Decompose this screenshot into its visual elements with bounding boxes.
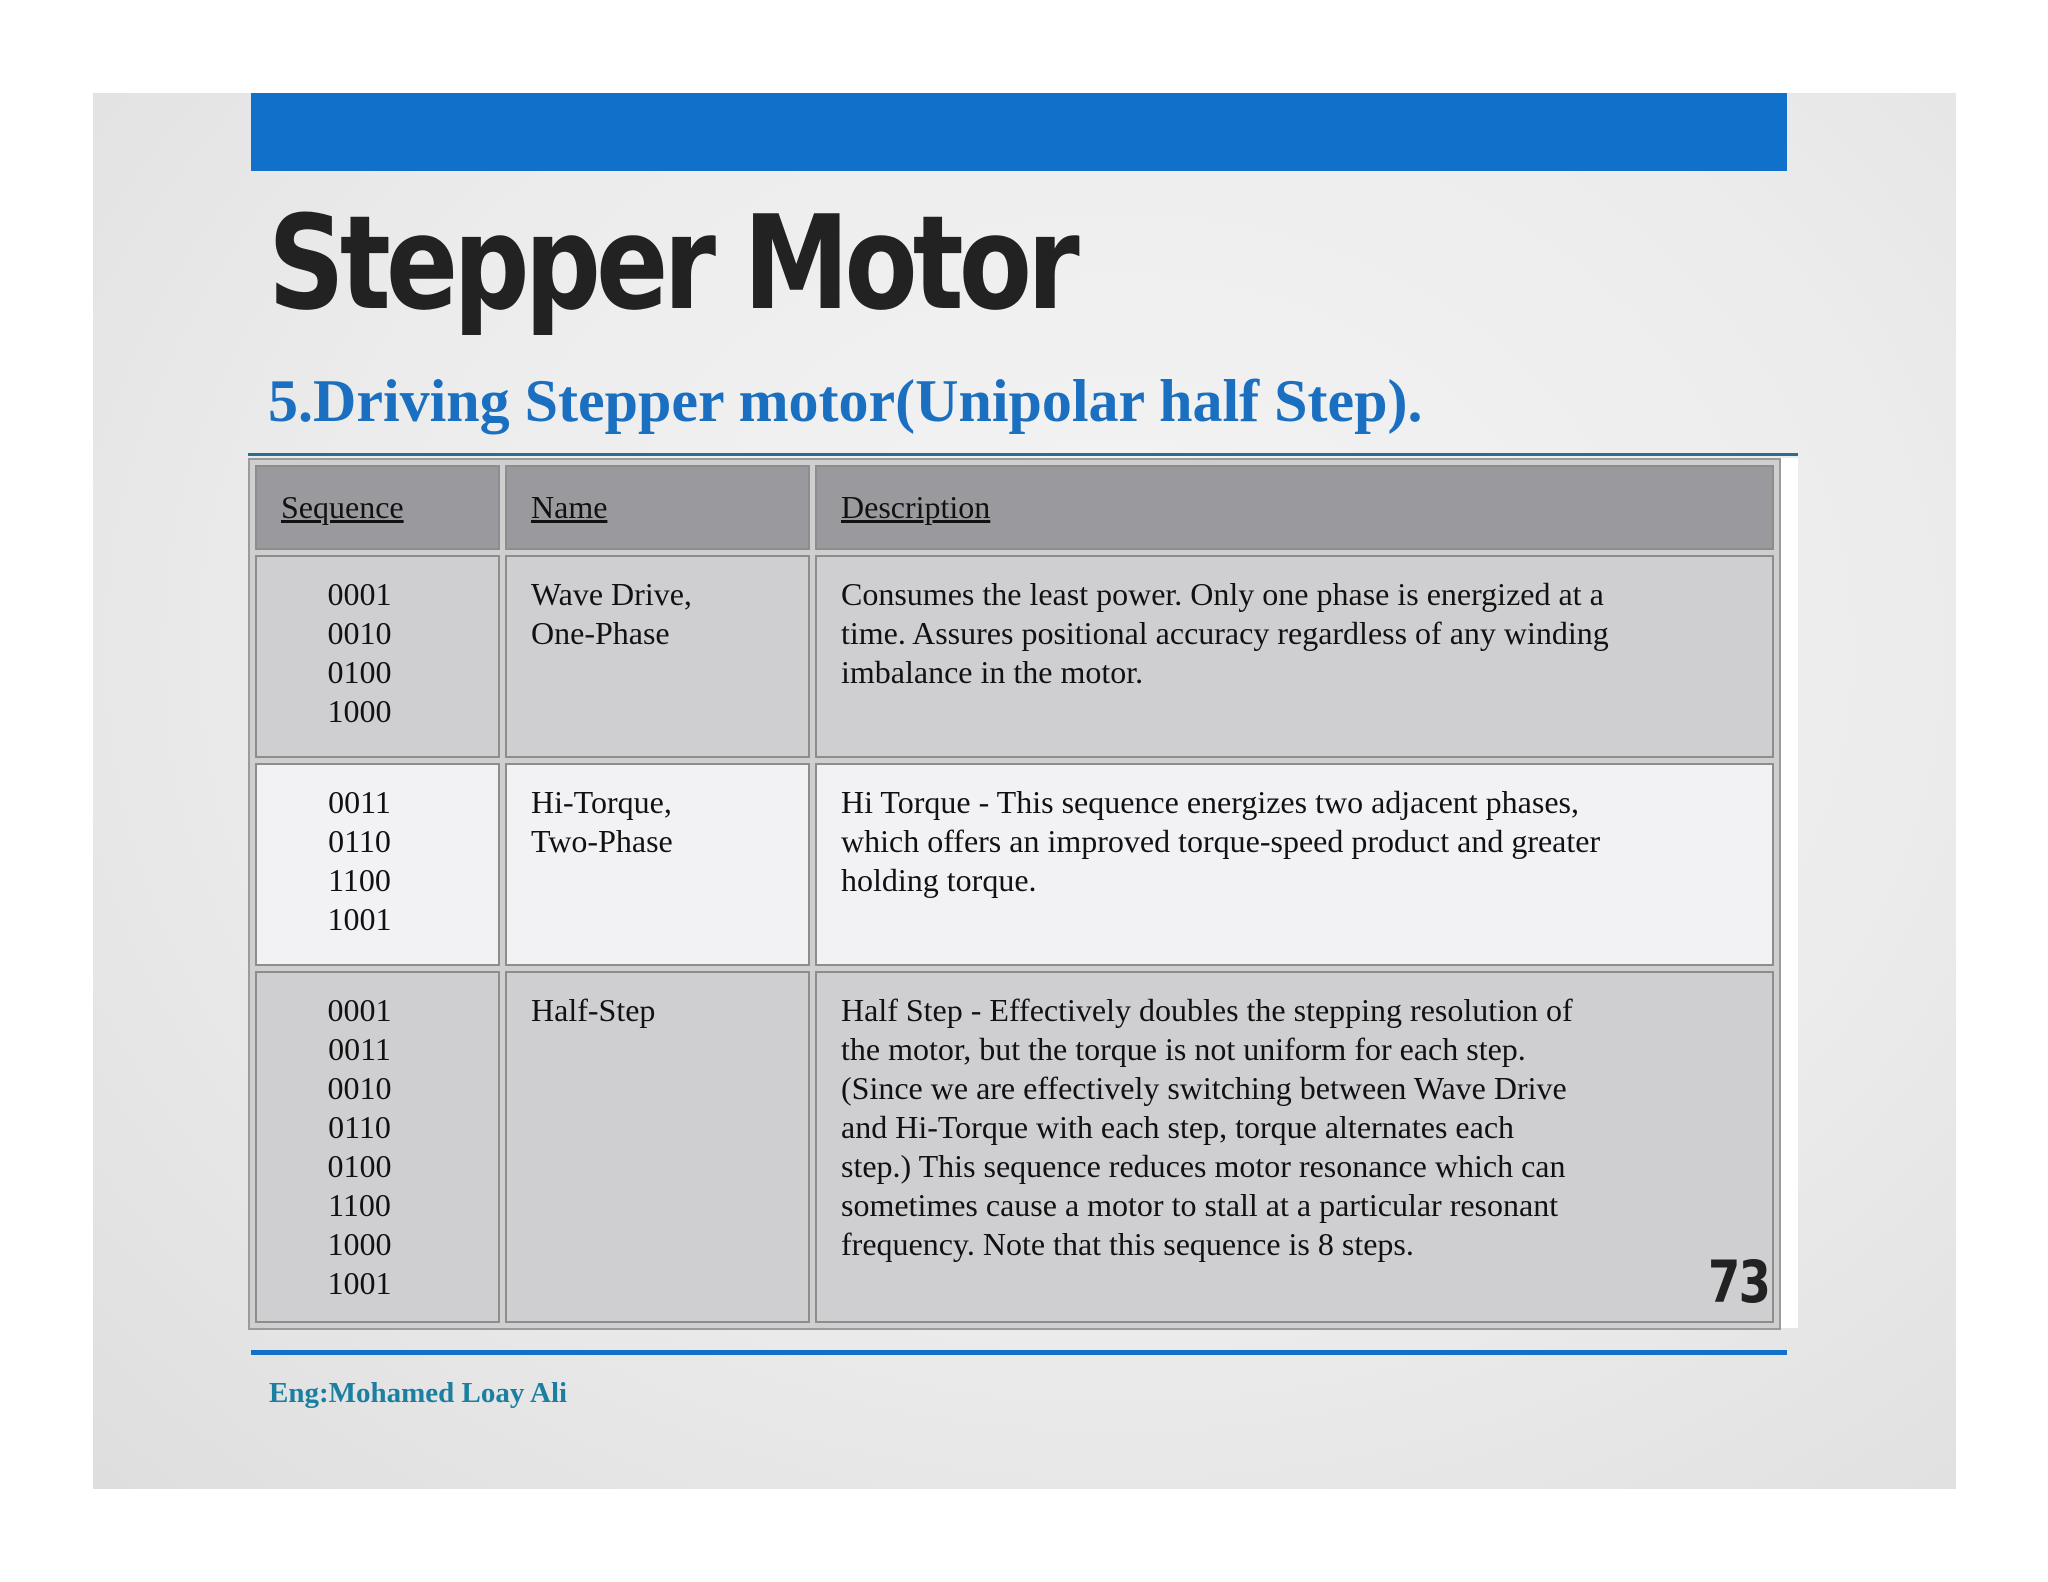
description-text: (Since we are effectively switching between Wave Drive (841, 1070, 1567, 1106)
description-text: and Hi-Torque with each step, torque alternates each (841, 1109, 1515, 1145)
description-text: sometimes cause a motor to stall at a particular resonant (841, 1187, 1559, 1223)
sequence-cell (255, 555, 500, 758)
slide-subtitle: 5.Driving Stepper motor(Unipolar half Step). (268, 368, 1423, 434)
header-name: Name (505, 465, 810, 550)
sequence-value: 0110 (328, 823, 391, 859)
name-text: Wave Drive, (531, 576, 692, 612)
slide (93, 93, 1956, 1489)
name-cell (505, 971, 810, 1323)
name-text: Half-Step (531, 992, 656, 1028)
sequence-value: 0100 (327, 1148, 392, 1184)
header-description: Description (815, 465, 1774, 550)
sequence-value: 1100 (328, 862, 391, 898)
name-text: Two-Phase (531, 823, 673, 859)
sequence-value: 0010 (327, 1070, 392, 1106)
name-cell (505, 555, 810, 758)
description-text: Consumes the least power. Only one phase is energized at a (841, 576, 1604, 612)
author-credit: Eng:Mohamed Loay Ali (269, 1377, 568, 1409)
page-number: 73 (1708, 1248, 1770, 1316)
table-container (248, 458, 1798, 1328)
description-text: time. Assures positional accuracy regardless of any winding (841, 615, 1609, 651)
name-cell (505, 763, 810, 966)
description-cell (815, 555, 1774, 758)
sequence-cell (255, 971, 500, 1323)
description-text: frequency. Note that this sequence is 8 steps. (841, 1226, 1414, 1262)
name-text: One-Phase (531, 615, 670, 651)
sequence-cell (255, 763, 500, 966)
description-text: which offers an improved torque-speed product and greater (841, 823, 1601, 859)
sequence-value: 1100 (328, 1187, 391, 1223)
header-bar (251, 93, 1787, 171)
sequence-value: 1000 (327, 1226, 392, 1262)
name-text: Hi-Torque, (531, 784, 672, 820)
description-text: the motor, but the torque is not uniform for each step. (841, 1031, 1526, 1067)
sequence-value: 0001 (327, 576, 392, 612)
description-cell (815, 971, 1774, 1323)
table-header-row (255, 465, 1774, 550)
sequence-value: 0001 (327, 992, 392, 1028)
sequence-value: 1000 (327, 693, 392, 729)
table-row (255, 555, 1774, 758)
description-cell (815, 763, 1774, 966)
header-sequence: Sequence (255, 465, 500, 550)
sequence-table (248, 458, 1781, 1330)
sequence-value: 0100 (327, 654, 392, 690)
sequence-value: 0011 (328, 1031, 391, 1067)
footer-divider (251, 1350, 1787, 1355)
sequence-value: 0010 (327, 615, 392, 651)
sequence-value: 0110 (328, 1109, 391, 1145)
sequence-value: 1001 (327, 901, 392, 937)
slide-title: Stepper Motor (268, 187, 1075, 339)
description-text: step.) This sequence reduces motor resonance which can (841, 1148, 1566, 1184)
table-row (255, 763, 1774, 966)
description-text: Hi Torque - This sequence energizes two adjacent phases, (841, 784, 1579, 820)
description-text: Half Step - Effectively doubles the stepping resolution of (841, 992, 1573, 1028)
table-row (255, 971, 1774, 1323)
subtitle-divider (248, 453, 1798, 456)
sequence-value: 1001 (327, 1265, 392, 1301)
description-text: imbalance in the motor. (841, 654, 1144, 690)
description-text: holding torque. (841, 862, 1037, 898)
sequence-value: 0011 (328, 784, 391, 820)
